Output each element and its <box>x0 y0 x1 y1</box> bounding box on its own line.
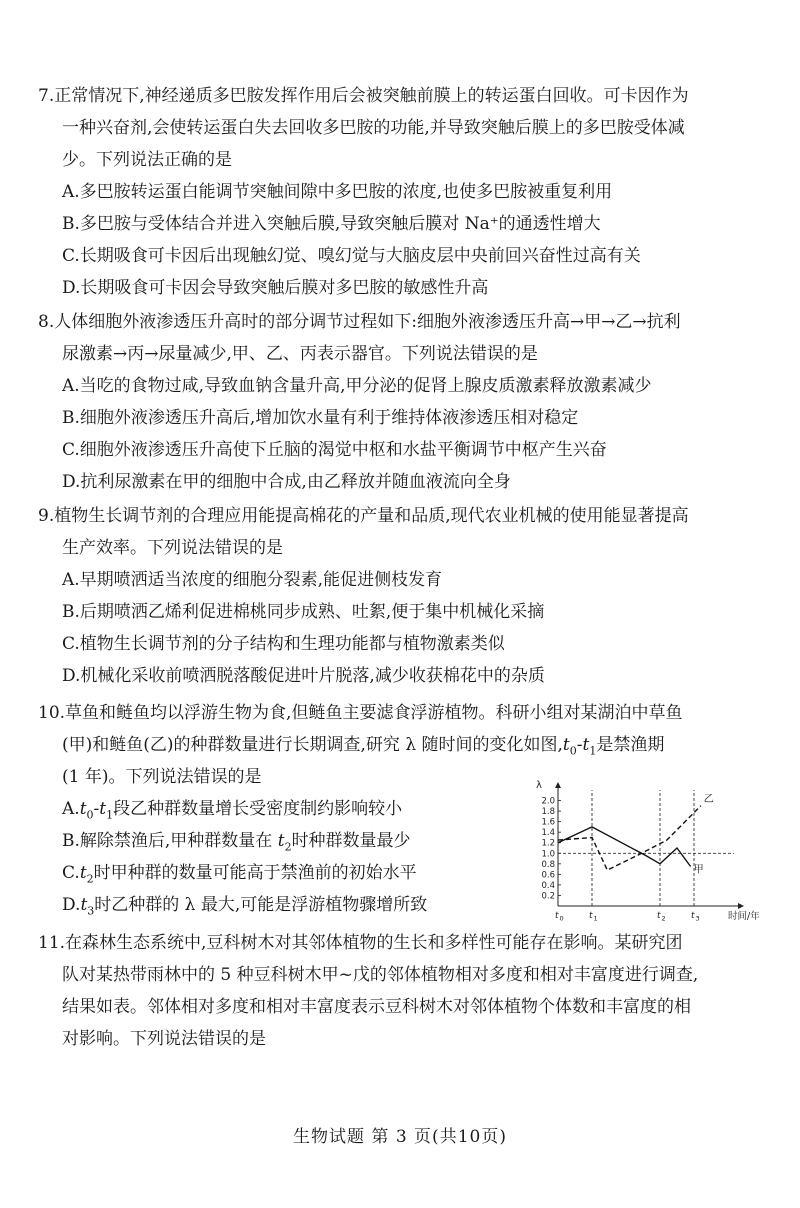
q7-line-1: 7.正常情况下,神经递质多巴胺发挥作用后会被突触前膜上的转运蛋白回收。可卡因作为 <box>38 86 689 106</box>
q10-option-a-prefix: A. <box>62 799 80 819</box>
x-axis-arrow <box>738 903 744 909</box>
y-tick-label: 0.8 <box>541 859 555 870</box>
q10-line-2-text: (甲)和鲢鱼(乙)的种群数量进行长期调查,研究 λ 随时间的变化如图, <box>62 735 563 755</box>
series-label: 乙 <box>703 793 714 805</box>
q10-option-c-sub: 2 <box>86 872 94 886</box>
q10-option-a-t0: t <box>79 799 87 819</box>
q10-option-b-text: 时种群数量最少 <box>291 831 411 851</box>
series-label: 甲 <box>693 864 704 876</box>
x-tick-sub: 3 <box>695 914 700 923</box>
q7-line-2: 一种兴奋剂,会使转运蛋白失去回收多巴胺的功能,并导致突触后膜上的多巴胺受体减 <box>62 118 685 138</box>
x-axis-label: 时间/年 <box>728 911 760 922</box>
q11-line-2: 队对某热带雨林中的 5 种豆科树木甲~戊的邻体植物相对多度和相对丰富度进行调查, <box>62 965 699 985</box>
q7-option-a: A.多巴胺转运蛋白能调节突触间隙中多巴胺的浓度,也使多巴胺被重复利用 <box>62 182 613 202</box>
q10-line-3: (1 年)。下列说法错误的是 <box>62 767 262 787</box>
y-tick-label: 1.2 <box>541 838 555 849</box>
x-tick-sub: 1 <box>593 914 598 923</box>
q9-line-2: 生产效率。下列说法错误的是 <box>62 538 283 558</box>
y-tick-label: 1.8 <box>541 807 555 818</box>
q11-line-4: 对影响。下列说法错误的是 <box>62 1029 266 1049</box>
q10-line-2 <box>38 729 768 761</box>
y-axis-label: λ <box>536 780 542 791</box>
lambda-chart <box>530 780 770 926</box>
q7-option-d: D.长期吸食可卡因会导致突触后膜对多巴胺的敏感性升高 <box>62 278 489 298</box>
q10-option-c-prefix: C. <box>62 863 80 883</box>
x-tick-label: t <box>657 911 661 921</box>
q10-line-1: 10.草鱼和鲢鱼均以浮游生物为食,但鲢鱼主要滤食浮游植物。科研小组对某湖泊中草鱼 <box>38 703 683 723</box>
q10-t0-sub: 0 <box>569 744 577 758</box>
q10-option-a-t1: t <box>99 799 107 819</box>
y-tick-label: 1.4 <box>541 828 555 839</box>
x-tick-label: t <box>691 911 695 921</box>
q9-option-d: D.机械化采收前喷洒脱落酸促进叶片脱落,减少收获棉花中的杂质 <box>62 666 545 686</box>
y-tick-label: 1.0 <box>541 849 555 860</box>
q8-option-a: A.当吃的食物过咸,导致血钠含量升高,甲分泌的促肾上腺皮质激素释放激素减少 <box>62 376 652 396</box>
q10-t0: t <box>562 735 570 755</box>
question-7 <box>38 80 768 304</box>
q10-option-a-t1-sub: 1 <box>106 808 114 822</box>
y-tick-label: 0.4 <box>541 880 555 891</box>
q10-line-2-end: 是禁渔期 <box>596 735 665 755</box>
y-tick-label: 0.2 <box>541 891 555 902</box>
question-9 <box>38 500 768 692</box>
q10-option-d-t: t <box>80 895 88 915</box>
q11-line-1: 11.在森林生态系统中,豆科树木对其邻体植物的生长和多样性可能存在影响。某研究团 <box>38 933 683 953</box>
q9-option-a: A.早期喷洒适当浓度的细胞分裂素,能促进侧枝发育 <box>62 570 443 590</box>
q10-option-a-text: 段乙种群数量增长受密度制约影响较小 <box>113 799 403 819</box>
page-footer: 生物试题 第 3 页(共10页) <box>293 1127 507 1147</box>
q9-line-1: 9.植物生长调节剂的合理应用能提高棉花的产量和品质,现代农业机械的使用能显著提高 <box>38 506 689 526</box>
x-tick-label: t <box>555 911 559 921</box>
q8-option-b: B.细胞外液渗透压升高后,增加饮水量有利于维持体液渗透压相对稳定 <box>62 408 579 428</box>
q9-option-c: C.植物生长调节剂的分子结构和生理功能都与植物激素类似 <box>62 634 505 654</box>
x-tick-sub: 2 <box>661 914 666 923</box>
q11-line-3: 结果如表。邻体相对多度和相对丰富度表示豆科树木对邻体植物个体数和丰富度的相 <box>62 997 691 1017</box>
q8-option-d: D.抗利尿激素在甲的细胞中合成,由乙释放并随血液流向全身 <box>62 472 511 492</box>
series-line-jia <box>558 827 691 867</box>
q7-option-b: B.多巴胺与受体结合并进入突触后膜,导致突触后膜对 Na⁺的通透性增大 <box>62 214 601 234</box>
q10-option-c-text: 时甲种群的数量可能高于禁渔前的初始水平 <box>93 863 417 883</box>
q10-option-d-prefix: D. <box>62 895 81 915</box>
q10-dash: - <box>576 735 583 755</box>
q10-option-c-t: t <box>79 863 87 883</box>
q10-option-a-t0-sub: 0 <box>86 808 94 822</box>
q10-option-b-t: t <box>277 831 285 851</box>
series-line-yi <box>558 806 701 870</box>
q8-option-c: C.细胞外液渗透压升高使下丘脑的渴觉中枢和水盐平衡调节中枢产生兴奋 <box>62 440 607 460</box>
q7-line-3: 少。下列说法正确的是 <box>62 150 232 170</box>
q10-t1-sub: 1 <box>589 744 597 758</box>
y-tick-label: 2.0 <box>541 796 555 807</box>
question-11 <box>38 927 768 1055</box>
y-tick-label: 1.6 <box>541 817 555 828</box>
q9-option-b: B.后期喷洒乙烯利促进棉桃同步成熟、吐絮,便于集中机械化采摘 <box>62 602 545 622</box>
x-tick-label: t <box>589 911 593 921</box>
y-tick-label: 0.6 <box>541 870 555 881</box>
q10-option-b-sub: 2 <box>284 840 292 854</box>
x-tick-sub: 0 <box>559 914 564 923</box>
question-8 <box>38 306 768 498</box>
q10-option-b-prefix: B.解除禁渔后,甲种群数量在 <box>62 831 278 851</box>
q10-option-a-dash: - <box>93 799 100 819</box>
q10-t1: t <box>582 735 590 755</box>
q8-line-1: 8.人体细胞外液渗透压升高时的部分调节过程如下:细胞外液渗透压升高→甲→乙→抗利 <box>38 312 681 332</box>
q10-option-d-text: 时乙种群的 λ 最大,可能是浮游植物骤增所致 <box>94 895 428 915</box>
q7-option-c: C.长期吸食可卡因后出现触幻觉、嗅幻觉与大脑皮层中央前回兴奋性过高有关 <box>62 246 641 266</box>
q8-line-2: 尿激素→丙→尿量减少,甲、乙、丙表示器官。下列说法错误的是 <box>62 344 538 364</box>
q10-option-d-sub: 3 <box>87 904 95 918</box>
